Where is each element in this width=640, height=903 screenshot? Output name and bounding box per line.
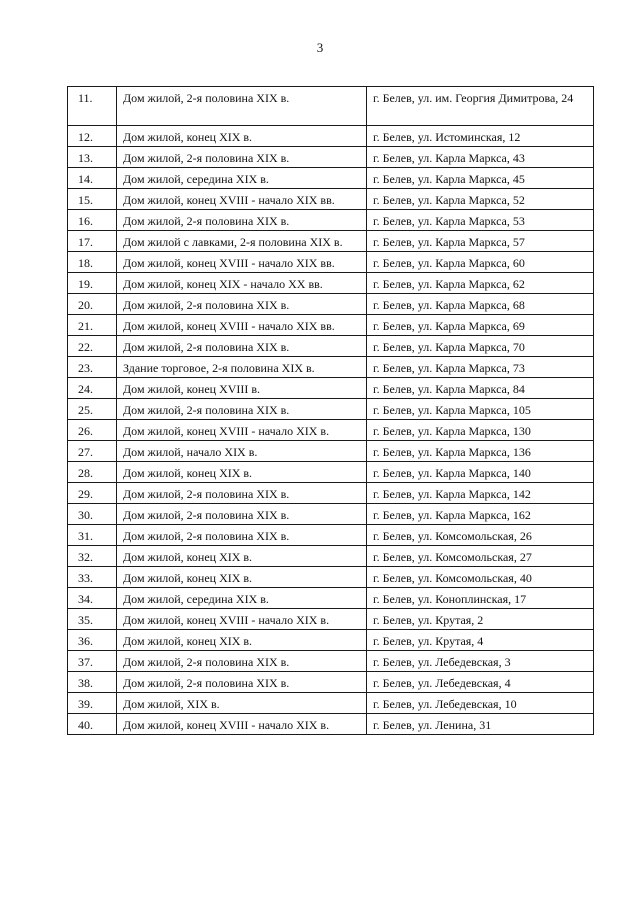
object-address-cell: г. Белев, ул. Карла Маркса, 130	[367, 420, 594, 441]
row-number-cell: 34.	[68, 588, 117, 609]
table-row	[68, 189, 594, 210]
object-address-cell: г. Белев, ул. Ленина, 31	[367, 714, 594, 735]
table-row	[68, 252, 594, 273]
object-description-cell: Дом жилой, середина XIX в.	[117, 588, 367, 609]
object-address-cell: г. Белев, ул. Лебедевская, 10	[367, 693, 594, 714]
object-description-cell: Дом жилой, конец XIX - начало XX вв.	[117, 273, 367, 294]
table-row	[68, 525, 594, 546]
object-address-cell: г. Белев, ул. им. Георгия Димитрова, 24	[367, 87, 594, 126]
object-description-cell: Дом жилой, 2-я половина XIX в.	[117, 336, 367, 357]
object-description-cell: Дом жилой, конец XIX в.	[117, 126, 367, 147]
object-address-cell: г. Белев, ул. Карла Маркса, 105	[367, 399, 594, 420]
object-description-cell: Дом жилой, XIX в.	[117, 693, 367, 714]
object-address-cell: г. Белев, ул. Истоминская, 12	[367, 126, 594, 147]
table-row	[68, 672, 594, 693]
object-description-cell: Дом жилой, 2-я половина XIX в.	[117, 87, 367, 126]
object-description-cell: Дом жилой, 2-я половина XIX в.	[117, 672, 367, 693]
object-description-cell: Дом жилой, 2-я половина XIX в.	[117, 525, 367, 546]
table-row	[68, 546, 594, 567]
row-number-cell: 27.	[68, 441, 117, 462]
row-number-cell: 24.	[68, 378, 117, 399]
object-address-cell: г. Белев, ул. Карла Маркса, 53	[367, 210, 594, 231]
row-number-cell: 22.	[68, 336, 117, 357]
object-description-cell: Дом жилой, конец XVIII - начало XIX вв.	[117, 189, 367, 210]
object-address-cell: г. Белев, ул. Коноплинская, 17	[367, 588, 594, 609]
table-row	[68, 210, 594, 231]
object-address-cell: г. Белев, ул. Крутая, 4	[367, 630, 594, 651]
object-description-cell: Дом жилой, 2-я половина XIX в.	[117, 483, 367, 504]
table-row	[68, 294, 594, 315]
object-address-cell: г. Белев, ул. Карла Маркса, 45	[367, 168, 594, 189]
object-address-cell: г. Белев, ул. Карла Маркса, 68	[367, 294, 594, 315]
row-number-cell: 17.	[68, 231, 117, 252]
table-row	[68, 693, 594, 714]
object-address-cell: г. Белев, ул. Комсомольская, 40	[367, 567, 594, 588]
object-address-cell: г. Белев, ул. Лебедевская, 3	[367, 651, 594, 672]
table-row	[68, 336, 594, 357]
table-row	[68, 483, 594, 504]
row-number-cell: 15.	[68, 189, 117, 210]
object-description-cell: Дом жилой, конец XVIII - начало XIX в.	[117, 609, 367, 630]
object-address-cell: г. Белев, ул. Карла Маркса, 57	[367, 231, 594, 252]
table-row	[68, 609, 594, 630]
object-description-cell: Дом жилой, конец XIX в.	[117, 546, 367, 567]
table-row	[68, 168, 594, 189]
row-number-cell: 18.	[68, 252, 117, 273]
object-description-cell: Дом жилой, 2-я половина XIX в.	[117, 147, 367, 168]
table-row	[68, 231, 594, 252]
row-number-cell: 12.	[68, 126, 117, 147]
row-number-cell: 37.	[68, 651, 117, 672]
table-row	[68, 126, 594, 147]
object-address-cell: г. Белев, ул. Карла Маркса, 69	[367, 315, 594, 336]
row-number-cell: 25.	[68, 399, 117, 420]
row-number-cell: 21.	[68, 315, 117, 336]
table-row	[68, 714, 594, 735]
object-description-cell: Дом жилой, конец XVIII - начало XIX в.	[117, 420, 367, 441]
row-number-cell: 11.	[68, 87, 117, 126]
table-row	[68, 462, 594, 483]
object-description-cell: Дом жилой, 2-я половина XIX в.	[117, 651, 367, 672]
object-description-cell: Дом жилой, 2-я половина XIX в.	[117, 294, 367, 315]
page-number: 3	[316, 40, 324, 55]
row-number-cell: 13.	[68, 147, 117, 168]
object-address-cell: г. Белев, ул. Карла Маркса, 60	[367, 252, 594, 273]
object-address-cell: г. Белев, ул. Карла Маркса, 136	[367, 441, 594, 462]
row-number-cell: 39.	[68, 693, 117, 714]
table-row	[68, 567, 594, 588]
object-address-cell: г. Белев, ул. Комсомольская, 26	[367, 525, 594, 546]
row-number-cell: 38.	[68, 672, 117, 693]
row-number-cell: 29.	[68, 483, 117, 504]
table-row	[68, 273, 594, 294]
object-description-cell: Дом жилой, конец XVIII в.	[117, 378, 367, 399]
table-body	[68, 87, 594, 735]
row-number-cell: 31.	[68, 525, 117, 546]
object-address-cell: г. Белев, ул. Карла Маркса, 43	[367, 147, 594, 168]
object-address-cell: г. Белев, ул. Карла Маркса, 73	[367, 357, 594, 378]
table-row	[68, 147, 594, 168]
object-description-cell: Дом жилой, конец XIX в.	[117, 567, 367, 588]
table-row	[68, 504, 594, 525]
object-address-cell: г. Белев, ул. Карла Маркса, 140	[367, 462, 594, 483]
object-description-cell: Дом жилой, конец XIX в.	[117, 462, 367, 483]
table-row	[68, 588, 594, 609]
row-number-cell: 40.	[68, 714, 117, 735]
object-address-cell: г. Белев, ул. Лебедевская, 4	[367, 672, 594, 693]
row-number-cell: 35.	[68, 609, 117, 630]
row-number-cell: 14.	[68, 168, 117, 189]
row-number-cell: 16.	[68, 210, 117, 231]
table-row	[68, 399, 594, 420]
table-row	[68, 378, 594, 399]
object-description-cell: Дом жилой с лавками, 2-я половина XIX в.	[117, 231, 367, 252]
object-description-cell: Здание торговое, 2-я половина XIX в.	[117, 357, 367, 378]
row-number-cell: 26.	[68, 420, 117, 441]
row-number-cell: 28.	[68, 462, 117, 483]
table-row	[68, 357, 594, 378]
table-row	[68, 315, 594, 336]
row-number-cell: 20.	[68, 294, 117, 315]
table-row	[68, 420, 594, 441]
object-address-cell: г. Белев, ул. Карла Маркса, 52	[367, 189, 594, 210]
table-row	[68, 630, 594, 651]
object-description-cell: Дом жилой, начало XIX в.	[117, 441, 367, 462]
row-number-cell: 32.	[68, 546, 117, 567]
object-description-cell: Дом жилой, конец XVIII - начало XIX вв.	[117, 315, 367, 336]
object-description-cell: Дом жилой, 2-я половина XIX в.	[117, 504, 367, 525]
row-number-cell: 30.	[68, 504, 117, 525]
object-description-cell: Дом жилой, конец XIX в.	[117, 630, 367, 651]
row-number-cell: 23.	[68, 357, 117, 378]
object-description-cell: Дом жилой, середина XIX в.	[117, 168, 367, 189]
table-row	[68, 441, 594, 462]
object-description-cell: Дом жилой, конец XVIII - начало XIX вв.	[117, 252, 367, 273]
object-address-cell: г. Белев, ул. Комсомольская, 27	[367, 546, 594, 567]
object-address-cell: г. Белев, ул. Карла Маркса, 70	[367, 336, 594, 357]
row-number-cell: 36.	[68, 630, 117, 651]
object-address-cell: г. Белев, ул. Карла Маркса, 142	[367, 483, 594, 504]
object-address-cell: г. Белев, ул. Карла Маркса, 162	[367, 504, 594, 525]
object-address-cell: г. Белев, ул. Крутая, 2	[367, 609, 594, 630]
table-row	[68, 87, 594, 126]
table-row	[68, 651, 594, 672]
object-address-cell: г. Белев, ул. Карла Маркса, 62	[367, 273, 594, 294]
row-number-cell: 19.	[68, 273, 117, 294]
heritage-objects-table	[67, 86, 594, 735]
object-description-cell: Дом жилой, 2-я половина XIX в.	[117, 210, 367, 231]
object-description-cell: Дом жилой, конец XVIII - начало XIX в.	[117, 714, 367, 735]
row-number-cell: 33.	[68, 567, 117, 588]
object-address-cell: г. Белев, ул. Карла Маркса, 84	[367, 378, 594, 399]
object-description-cell: Дом жилой, 2-я половина XIX в.	[117, 399, 367, 420]
